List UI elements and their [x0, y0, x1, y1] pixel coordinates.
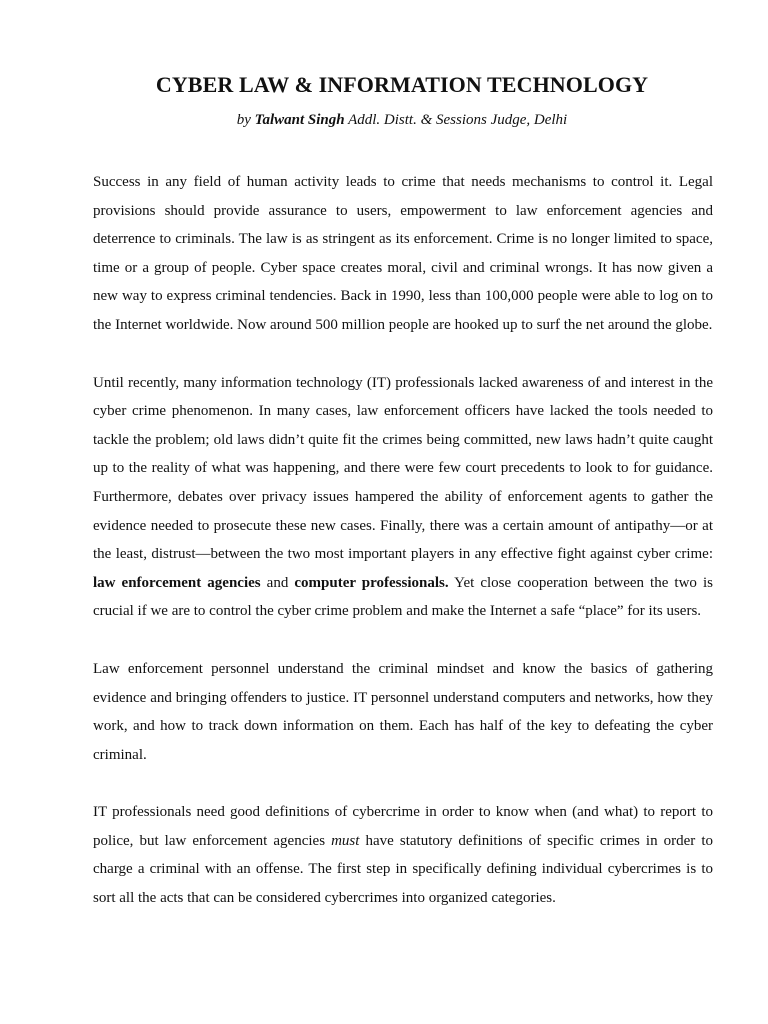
paragraph-2-text-a: Until recently, many information technology (IT) professionals lacked awareness of and interest in the cyber crime phenomenon. In many cases, law enforcement officers have lacked the tools needed to tackle the problem; old laws didn’t quite fit the crimes being committed, new laws hadn’t quite caught up to the reality of what was happening, and there were few court precedents to look to for guidance. Furthermore, debates over privacy issues hampered the ability of enforcement agents to gather the evidence needed to prosecute these new cases. Finally, there was a certain amount of antipathy—or at the least, distrust—between the two most important players in any effective fight against cyber crime:	[93, 374, 713, 563]
paragraph-4-text-a: IT professionals need good definitions of cybercrime in order to know when (and what) to report to police, but law enforcement agencies	[93, 804, 713, 849]
paragraph-2-emphasis-law-enforcement: law enforcement agencies	[93, 574, 261, 591]
paragraph-3: Law enforcement personnel understand the criminal mindset and know the basics of gathering evidence and bringing offenders to justice. IT personnel understand computers and networks, how they work, and how to track down information on them. Each has half of the key to defeating the cyber criminal.	[93, 660, 713, 763]
byline-author: Talwant Singh	[254, 112, 345, 128]
document-body	[93, 168, 713, 942]
byline-prefix: by	[236, 112, 255, 128]
paragraph-4-text-b: have statutory definitions of specific crimes in order to charge a criminal with an offense. The first step in specifically defining individual cybercrimes is to sort all the acts that can be considered cybercrimes into organized categories.	[93, 832, 713, 907]
paragraph-2-text-c: Yet close cooperation between the two is crucial if we are to control the cyber crime problem and make the Internet a safe “place” for its users.	[93, 574, 713, 620]
paragraph-1: Success in any field of human activity leads to crime that needs mechanisms to control it. Legal provisions should provide assurance to users, empowerment to law enforcement agencies and deterrence to criminals. The law is as stringent as its enforcement. Crime is no longer limited to space, time or a group of people. Cyber space creates moral, civil and criminal wrongs. It has now given a new way to express criminal tendencies. Back in 1990, less than 100,000 people were able to log on to the Internet worldwide. Now around 500 million people are hooked up to surf the net around the globe.	[93, 174, 713, 333]
document-title: CYBER LAW & INFORMATION TECHNOLOGY	[155, 72, 649, 97]
byline-role: Addl. Distt. & Sessions Judge, Delhi	[344, 112, 568, 128]
paragraph-4	[93, 798, 713, 912]
paragraph-2-text-b: and	[260, 574, 295, 591]
paragraph-2-emphasis-computer-professionals: computer professionals.	[294, 574, 449, 591]
paragraph-4-emphasis-must: must	[331, 832, 360, 849]
paragraph-2	[93, 369, 713, 626]
byline	[0, 112, 768, 129]
